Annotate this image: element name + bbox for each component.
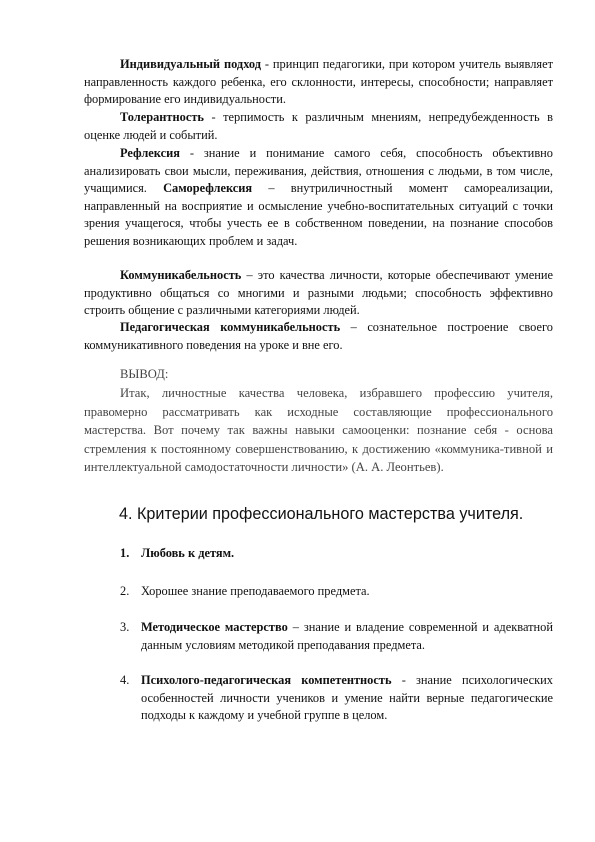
item-term: Методическое мастерство [141, 620, 288, 634]
term-tolerance: Толерантность [120, 110, 204, 124]
definition-tolerance: - терпимость к различным мнениям, непредубежденность в оценке людей и событий. [84, 110, 553, 142]
section-title: 4. Критерии профессионального мастерства учителя. [119, 505, 524, 523]
paragraph-pedagogical-communicability [84, 319, 553, 354]
item-number: 4. [120, 673, 130, 687]
term-pedagogical-communicability: Педагогическая коммуникабельность [120, 320, 341, 334]
definition-self-reflection: – внутриличностный момент самореализации, направленный на восприятие и осмысление учебно-воспитательных ситуаций с точки зрения учащегося, чтобы учесть ее в собственном поведении, на познание способов решения возникающих проблем и задач. [84, 181, 553, 248]
item-term: Психолого-педагогическая компетентность [141, 673, 392, 687]
term-communicability: Коммуникабельность [120, 268, 242, 282]
item-number: 1. [120, 546, 130, 560]
criteria-item-1 [120, 545, 553, 563]
criteria-item-3 [120, 619, 553, 654]
item-text: – знание и владение современной и адекватной данным условиям методикой преподавания предмета. [141, 620, 553, 652]
item-text: - знание психологических особенностей личности учеников и умение найти верные педагогические подходы к каждому и учебной группе в целом. [141, 673, 553, 723]
paragraph-communicability [84, 267, 553, 320]
definition-individual-approach: - принцип педагогики, при котором учитель выявляет направленность каждого ребенка, его склонности, интересы, способности; направляет формирование его индивидуальности. [84, 57, 553, 107]
definition-reflection: - знание и понимание самого себя, способность объективно анализировать свои мысли, переживания, действия, отношения с людьми, в том числе, учащимися. [84, 146, 553, 196]
criteria-item-2 [120, 583, 553, 601]
paragraph-reflection [84, 145, 553, 251]
definition-communicability: – это качества личности, которые обеспечивают умение продуктивно общаться со многими и разными людьми; способность эффективно строить общение с различными категориями людей. [84, 268, 553, 318]
term-reflection: Рефлексия [120, 146, 180, 160]
item-number: 3. [120, 620, 130, 634]
term-individual-approach: Индивидуальный подход [120, 57, 262, 71]
conclusion-heading: ВЫВОД: [120, 367, 169, 381]
item-number: 2. [120, 584, 130, 598]
conclusion-text: Итак, личностные качества человека, избравшего профессию учителя, правомерно рассматривать как исходные составляющие профессионального мастерства. Вот почему так важны навыки самооценки: познание себя - основа стремления к постоянному совершенствованию, к достижению «коммуника-тивной и интеллектуальной самодостаточности личности» (А. А. Леонтьев). [84, 386, 553, 475]
criteria-item-4 [120, 672, 553, 725]
paragraph-tolerance [84, 109, 553, 144]
paragraph-individual-approach [84, 56, 553, 109]
term-self-reflection: Саморефлексия [163, 181, 253, 196]
item-text: Хорошее знание преподаваемого предмета. [141, 584, 370, 598]
item-term: Любовь к детям. [141, 546, 235, 560]
definition-pedagogical-communicability: – сознательное построение своего коммуникативного поведения на уроке и вне его. [84, 320, 553, 352]
